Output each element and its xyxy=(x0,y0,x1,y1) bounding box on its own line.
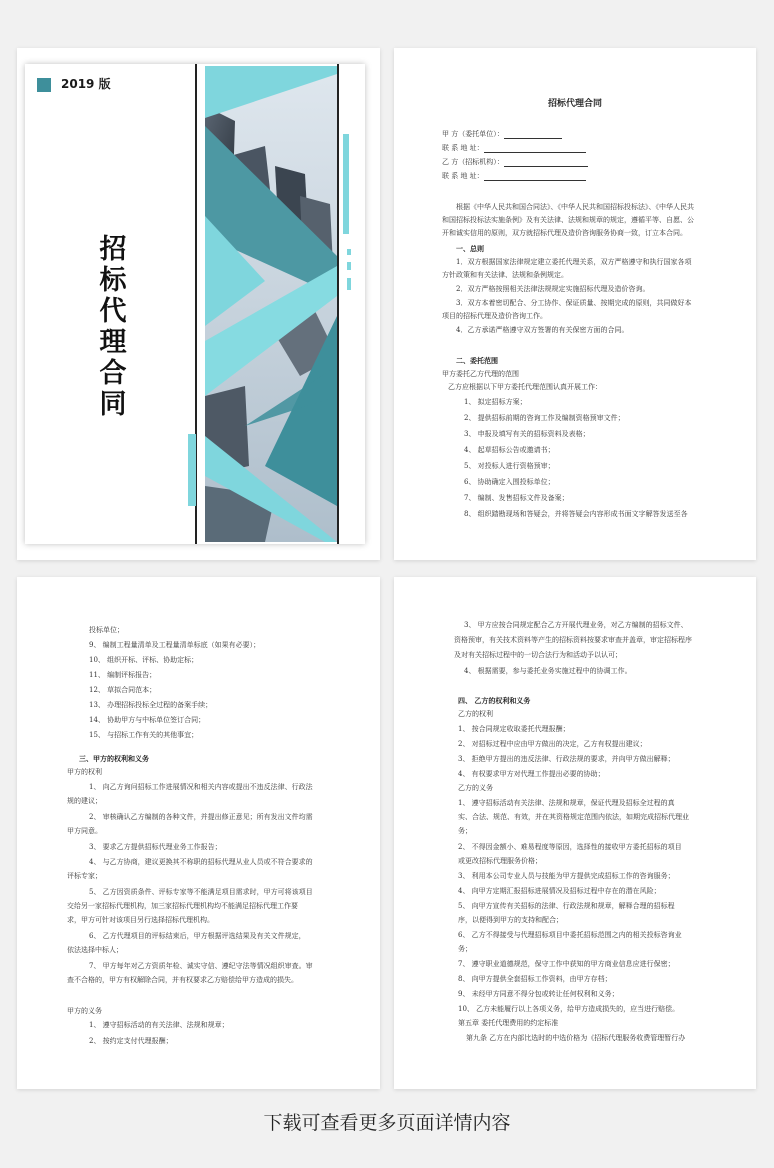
text-line: 10、 乙方未能履行以上各项义务，给甲方造成损失的，应当进行赔偿。 xyxy=(458,1005,680,1013)
contract-page-1 xyxy=(394,48,756,560)
cover-cityscape-artwork xyxy=(205,66,337,542)
text-line: 务； xyxy=(458,945,472,953)
text-line: 1、 按合同规定收取委托代理报酬； xyxy=(458,725,570,733)
cover-accent-bar xyxy=(188,434,196,506)
cover-accent-bar xyxy=(347,262,351,270)
list-item: 13、 办理招标投标全过程的备案手续； xyxy=(89,701,213,709)
text-line: 规的建议； xyxy=(67,797,102,805)
subsection-heading: 甲方的义务 xyxy=(67,1007,102,1015)
intro-line: 开和诚实信用的原则，双方就招标代理及造价咨询服务协商一致，订立本合同。 xyxy=(442,229,687,237)
text-line: 4、 与乙方协商，建议更换其不称职的招标代理从业人员或不符合要求的 xyxy=(89,858,313,866)
text-line: 3、 利用本公司专业人员与技能为甲方提供完成招标工作的咨询服务； xyxy=(458,872,675,880)
contract-page-3 xyxy=(394,577,756,1089)
text-line: 4、 有权要求甲方对代理工作提出必要的协助； xyxy=(458,770,605,778)
text-line: 务； xyxy=(458,827,472,835)
text-line: 甲方委托乙方代理的范围 xyxy=(442,370,519,378)
text-line: 4、 向甲方定期汇报招标进展情况及招标过程中存在的潜在风险； xyxy=(458,887,661,895)
list-item: 2、 提供招标前期的咨询工作及编制资格预审文件； xyxy=(464,414,625,422)
text-line: 1、 遵守招标活动有关法律、法规和规章，保证代理及招标全过程的真 xyxy=(458,799,675,807)
text-line: 第九条 乙方在内部比选时的中选价格为《招标代理服务收费管理暂行办 xyxy=(466,1034,686,1042)
party-b-address-line: 联 系 地 址： xyxy=(442,172,586,181)
section-heading: 三、甲方的权利和义务 xyxy=(79,754,149,763)
intro-line: 和国招标投标法实施条例》及有关法律、法规和规章的规定，遵循平等、自愿、公 xyxy=(442,216,694,224)
text-line: 查不合格的，甲方有权解除合同，并有权要求乙方赔偿给甲方造成的损失。 xyxy=(67,976,298,984)
text-line: 甲方同意。 xyxy=(67,827,102,835)
list-item: 6、 协助确定入围投标单位； xyxy=(464,478,555,486)
list-item: 7、 编制、发售招标文件及备案； xyxy=(464,494,569,502)
doc-title: 招标代理合同 xyxy=(547,99,602,109)
cover-title-char: 标 xyxy=(99,265,127,296)
text-line: 6、 乙方不得接受与代理招标项目中委托招标范围之内的相关投标咨询业 xyxy=(458,931,682,939)
text-line: 3、 甲方应按合同规定配合乙方开展代理业务，对乙方编制的招标文件、 xyxy=(464,621,688,629)
chapter-heading: 第五章 委托代理费用的约定标准 xyxy=(458,1019,559,1027)
text-line: 1、 向乙方询问招标工作进展情况和相关内容或提出不违反法律、行政法 xyxy=(89,783,313,791)
subsection-heading: 乙方的权利 xyxy=(458,710,493,718)
text-line: 8、 向甲方提供全套招标工作资料，由甲方存档； xyxy=(458,975,612,983)
intro-line: 根据《中华人民共和国合同法》、《中华人民共和国招标投标法》、《中华人民共 xyxy=(456,203,694,211)
text-line: 依法选择中标人； xyxy=(67,946,123,954)
list-item: 12、 草拟合同范本； xyxy=(89,686,157,694)
text-line: 9、 未经甲方同意不得分包或转让任何权利和义务； xyxy=(458,990,619,998)
list-item: 11、 编制评标报告； xyxy=(89,671,157,679)
text-line: 求，甲方可针对该项目另行选择招标代理机构。 xyxy=(67,916,214,924)
contract-page-2 xyxy=(17,577,380,1089)
cover-accent-bar xyxy=(343,134,349,234)
list-item: 15、 与招标工作有关的其他事宜； xyxy=(89,731,199,739)
cover-accent-bar xyxy=(347,249,351,255)
text-line: 7、 遵守职业道德规范，保守工作中获知的甲方商业信息应进行保密； xyxy=(458,960,675,968)
text-line: 2、 按约定支付代理报酬； xyxy=(89,1037,173,1045)
text-line: 或更改招标代理服务价格； xyxy=(458,857,542,865)
subsection-heading: 甲方的权利 xyxy=(67,768,102,776)
text-line: 序，以便得到甲方的支持和配合； xyxy=(458,916,563,924)
text-line: 及对有关招标过程中的一切合法行为和活动予以认可； xyxy=(454,651,622,659)
subsection-heading: 乙方的义务 xyxy=(458,784,493,792)
cover-title-char: 招 xyxy=(99,234,127,265)
text-line: 5、 乙方因资质条件、评标专家等不能满足项目需求时，甲方可将该项目 xyxy=(89,888,313,896)
year-marker-square xyxy=(37,78,51,92)
text-line: 6、 乙方代理项目的评标结束后，甲方根据评选结果及有关文件规定， xyxy=(89,932,306,940)
text-line: 项目的招标代理及造价咨询工作。 xyxy=(442,312,547,320)
cover-title xyxy=(93,234,133,420)
cover-title-char: 合 xyxy=(99,358,127,389)
party-b-line: 乙 方（招标机构）： xyxy=(442,158,588,167)
list-item: 14、 协助甲方与中标单位签订合同； xyxy=(89,716,206,724)
list-item: 9、 编制工程量清单及工程量清单标底（如果有必要）； xyxy=(89,641,261,649)
text-line: 3、 要求乙方提供招标代理业务工作报告； xyxy=(89,843,222,851)
list-item: 8、 组织踏勘现场和答疑会，并将答疑会内容形成书面文字解答发送至各 xyxy=(464,510,688,518)
list-item: 投标单位； xyxy=(89,626,124,634)
text-line: 1、 遵守招标活动的有关法律、法规和规章； xyxy=(89,1021,229,1029)
section-heading: 一、总则 xyxy=(456,244,484,253)
cover-title-char: 同 xyxy=(99,389,127,420)
text-line: 2、 对招标过程中应由甲方做出的决定，乙方有权提出建议； xyxy=(458,740,647,748)
list-item: 1、 拟定招标方案； xyxy=(464,398,527,406)
download-prompt[interactable]: 下载可查看更多页面详情内容 xyxy=(263,1112,511,1134)
text-line: 2．双方严格按照相关法律法规规定实施招标代理及造价咨询。 xyxy=(456,285,650,293)
text-line: 2、 审核确认乙方编制的各种文件，并提出修正意见；所有发出文件均需 xyxy=(89,813,313,821)
text-line: 5、 向甲方宣传有关招标的法律、行政法规和规章，解释合理的招标程 xyxy=(458,902,675,910)
section-heading: 二、委托范围 xyxy=(456,356,498,365)
text-line: 乙方应根据以下甲方委托代理范围认真开展工作： xyxy=(448,383,602,391)
cover-divider-line xyxy=(337,64,339,544)
list-item: 4、 起草招标公告或邀请书； xyxy=(464,446,555,454)
text-line: 7、 甲方每年对乙方资质年检、诚实守信、遵纪守法等情况组织审查。审 xyxy=(89,962,313,970)
text-line: 3、 拒绝甲方提出的违反法律、行政法规的要求，并向甲方做出解释； xyxy=(458,755,675,763)
text-line: 3．双方本着密切配合、分工协作、保证质量、按期完成的原则，共同做好本 xyxy=(456,299,692,307)
text-line: 方针政策和有关法律、法规和条例规定。 xyxy=(442,271,568,279)
text-line: 4．乙方承诺严格遵守双方签署的有关保密方面的合同。 xyxy=(456,326,629,334)
list-item: 3、 申报及填写有关的招标资料及表格； xyxy=(464,430,590,438)
cover-page xyxy=(17,48,380,560)
cover-title-char: 代 xyxy=(99,296,127,327)
text-line: 交给另一家招标代理机构，加三家招标代理机构均不能满足招标代理工作要 xyxy=(67,902,298,910)
party-a-line: 甲 方（委托单位）： xyxy=(442,130,562,139)
section-heading: 四、 乙方的权利和义务 xyxy=(458,696,531,705)
party-a-address-line: 联 系 地 址： xyxy=(442,144,586,153)
list-item: 5、 对投标人进行资格预审； xyxy=(464,462,555,470)
text-line: 1．双方根据国家法律规定建立委托代理关系，双方严格遵守和执行国家各项 xyxy=(456,258,692,266)
cover-card xyxy=(25,64,365,544)
cover-year: 2019 版 xyxy=(61,77,111,91)
text-line: 4、 根据需要，参与委托业务实施过程中的协调工作。 xyxy=(464,667,632,675)
text-line: 实、合法、规范、有效，并在其资格规定范围内依法，如期完成招标代理业 xyxy=(458,813,689,821)
cover-accent-bar xyxy=(347,278,351,290)
text-line: 评标专家； xyxy=(67,872,102,880)
list-item: 10、 组织开标、评标、协助定标； xyxy=(89,656,199,664)
text-line: 2、 不得因金额小、难易程度等原因，选择性的接收甲方委托招标的项目 xyxy=(458,843,682,851)
text-line: 资格预审，有关技术资料等产生的招标资料按要求审查并盖章，审定招标程序 xyxy=(454,636,692,644)
cover-title-char: 理 xyxy=(99,327,127,358)
